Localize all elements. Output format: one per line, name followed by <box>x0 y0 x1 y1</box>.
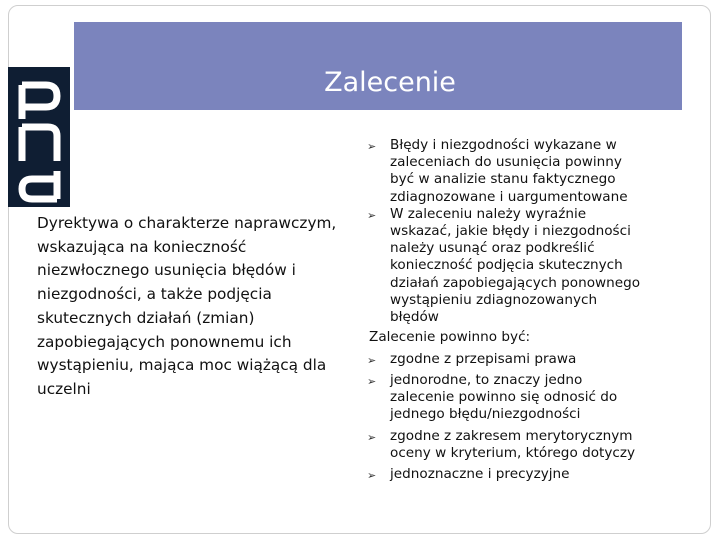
definition-line: Dyrektywa o charakterze naprawczym, <box>37 214 337 232</box>
definition-line: skutecznych działań (zmian) <box>37 308 255 327</box>
arrow-bullet-icon: ➢ <box>367 140 377 153</box>
arrow-bullet-icon: ➢ <box>367 353 377 367</box>
definition-line: wskazująca na konieczność <box>37 237 247 256</box>
arrow-bullet-icon: ➢ <box>367 208 377 222</box>
definition-line: wystąpieniu, mająca moc wiążącą dla <box>37 356 327 375</box>
arrow-bullet-icon: ➢ <box>367 374 377 388</box>
pka-logo <box>8 67 70 207</box>
list-item: ➢ W zaleceniu należy wyraźnie wskazać, jakie błędy i niezgodności należy usunąć oraz podkreślić konieczność podjęcia skutecznych działań zapobiegających ponownego wystąpieniu zdiagnozowanych błędów <box>367 205 641 326</box>
definition-line: uczelni <box>37 379 91 398</box>
title-bar <box>74 22 682 110</box>
definition-text <box>37 212 367 402</box>
list-item: ➢ Błędy i niezgodności wykazane w zaleceniach do usunięcia powinny być w analizie stanu faktycznego zdiagnozowane i uargumentowane <box>367 137 628 205</box>
arrow-bullet-icon: ➢ <box>367 430 377 444</box>
definition-line: niezgodności, a także podjęcia <box>37 285 272 304</box>
arrow-bullet-icon: ➢ <box>367 468 377 482</box>
list-subheading: Zalecenie powinno być: <box>369 329 531 346</box>
slide-title: Zalecenie <box>324 67 456 98</box>
requirements-list <box>367 137 667 483</box>
definition-line: niezwłocznego usunięcia błędów i <box>37 261 296 280</box>
list-item: ➢ zgodne z przepisami prawa <box>367 351 667 368</box>
pka-logo-icon <box>8 67 70 207</box>
list-item: ➢ jednorodne, to znaczy jedno zalecenie powinno się odnosić do jednego błędu/niezgodności <box>367 371 618 423</box>
list-item: ➢ zgodne z zakresem merytorycznym oceny w kryterium, którego dotyczy <box>367 427 636 461</box>
definition-line: zapobiegających ponownemu ich <box>37 332 292 351</box>
list-item: ➢ jednoznaczne i precyzyjne <box>367 466 667 483</box>
